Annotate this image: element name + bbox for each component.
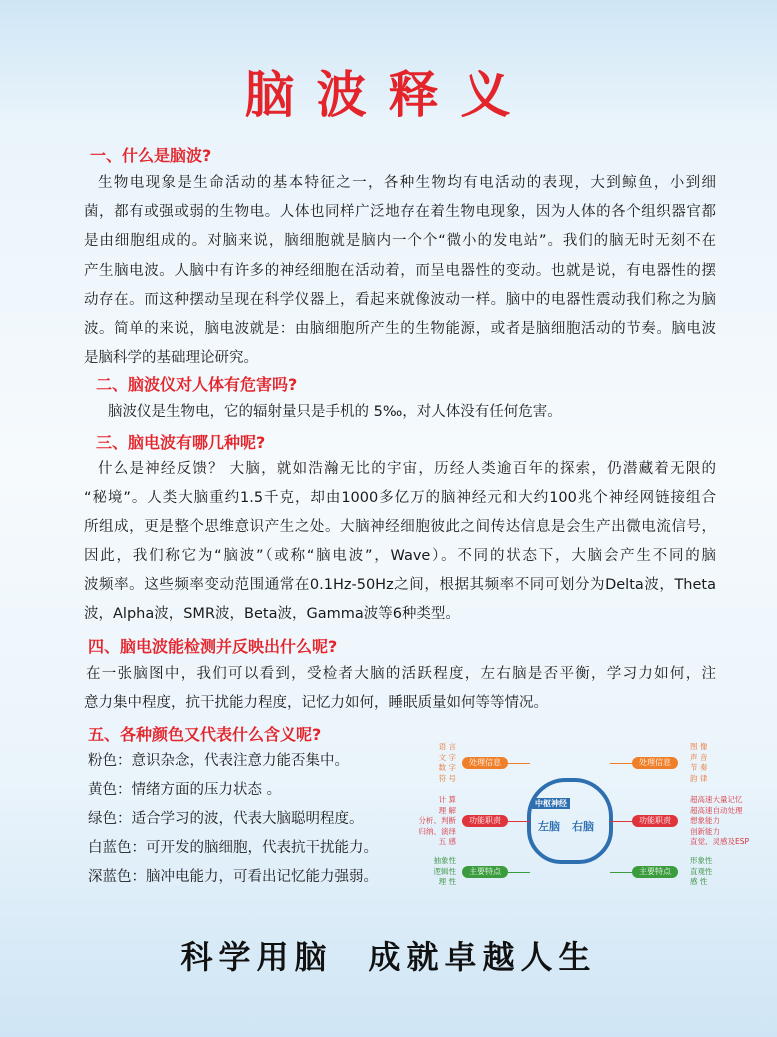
left-brain-label: 左脑 [538, 820, 560, 833]
slogan [0, 932, 777, 978]
right-process-box: 处理信息 [632, 757, 678, 769]
paragraph-line: 波频率。这些频率变动范围通常在0.1Hz-50Hz之间，根据其频率不同可划分为Delta波，Theta [84, 577, 716, 593]
diagram-item: 语 言 [438, 742, 456, 751]
diagram-item: 创新能力 [690, 826, 720, 836]
paragraph-line: 因此，我们称它为“脑波”（或称“脑电波”，Wave）。不同的状态下，大脑会产生不同的脑 [84, 548, 716, 564]
left-process-box: 处理信息 [462, 757, 508, 769]
paragraph-line: 在一张脑图中，我们可以看到，受检者大脑的活跃程度，左右脑是否平衡，学习力如何，注 [86, 666, 716, 682]
diagram-item: 超高速大量记忆 [690, 795, 743, 804]
connector-line [610, 821, 632, 822]
connector-line [610, 763, 632, 764]
connector-line [508, 872, 530, 873]
right-brain-label: 右脑 [572, 820, 594, 833]
paragraph-line: 是由细胞组成的。对脑来说，脑细胞就是脑内一个个“微小的发电站”。我们的脑无时无刻不在 [84, 233, 716, 250]
paragraph-line: 产生脑电波。人脑中有许多的神经细胞在活动着，而呈电器性的变动。也就是说，有电器性的摆 [84, 262, 716, 279]
paragraph-line: 波，Alpha波，SMR波，Beta波，Gamma波等6种类型。 [84, 606, 460, 622]
diagram-item: 理 性 [438, 877, 456, 886]
diagram-item: 节 奏 [690, 763, 708, 772]
page-title: 脑波释义 [244, 65, 533, 124]
diagram-item: 逻辑性 [433, 866, 456, 876]
connector-line [508, 763, 530, 764]
diagram-item: 符 号 [438, 773, 456, 783]
diagram-item: 形象性 [690, 856, 713, 865]
paragraph-line: 生物电现象是生命活动的基本特征之一，各种生物均有电活动的表现，大到鲸鱼，小到细 [98, 175, 716, 191]
color-meaning-item: 黄色：情绪方面的压力状态 。 [88, 782, 282, 798]
slogan-part-1: 科学用脑 [180, 938, 333, 976]
section-heading: 五、各种颜色又代表什么含义呢? [88, 725, 322, 744]
center-label: 中枢神经 [532, 798, 570, 809]
color-meaning-item: 绿色：适合学习的波，代表大脑聪明程度。 [88, 811, 364, 827]
color-meaning-item: 深蓝色：脑冲电能力，可看出记忆能力强弱。 [88, 869, 378, 885]
brain-diagram [410, 740, 770, 900]
color-meaning-item: 粉色：意识杂念，代表注意力能否集中。 [88, 753, 349, 769]
diagram-item: 超高速自动处理 [690, 805, 743, 815]
diagram-item: 图 像 [690, 742, 708, 751]
paragraph-line: 意力集中程度，抗干扰能力程度，记忆力如何，睡眠质量如何等等情况。 [84, 695, 548, 711]
slogan-part-2: 成就卓越人生 [368, 938, 597, 976]
diagram-item: 五 感 [438, 837, 456, 846]
diagram-item: 想象能力 [690, 816, 720, 825]
diagram-item: 计 算 [438, 795, 456, 804]
right-feature-box: 主要特点 [632, 866, 678, 878]
diagram-item: 直觉、灵感及ESP [690, 837, 750, 846]
paragraph-line: 脑波仪是生物电，它的辐射量只是手机的 5‰，对人体没有任何危害。 [108, 404, 562, 420]
paragraph-line: 是脑科学的基础理论研究。 [84, 350, 258, 367]
paragraph-line: 菌，都有或强或弱的生物电。人体也同样广泛地存在着生物电现象，因为人体的各个组织器官都 [84, 204, 716, 221]
section-heading: 三、脑电波有哪几种呢? [96, 433, 266, 452]
diagram-item: 感 性 [690, 877, 708, 886]
paragraph-line: 波。简单的来说，脑电波就是：由脑细胞所产生的生物能源，或者是脑细胞活动的节奏。脑电波 [84, 321, 716, 337]
paragraph-line: 所组成，更是整个思维意识产生之处。大脑神经细胞彼此之间传达信息是会生产出微电流信号， [84, 519, 716, 535]
section-heading: 二、脑波仪对人体有危害吗? [96, 375, 298, 394]
diagram-item: 抽象性 [433, 856, 456, 865]
diagram-item: 声 音 [690, 752, 708, 762]
diagram-item: 数 字 [438, 763, 456, 772]
left-function-box: 功能职责 [462, 815, 508, 827]
diagram-item: 直观性 [690, 866, 713, 876]
connector-line [508, 821, 530, 822]
diagram-item: 理 解 [438, 805, 456, 815]
left-feature-box: 主要特点 [462, 866, 508, 878]
paragraph-line: “秘境”。人类大脑重约1.5千克，却由1000多亿万的脑神经元和大约100兆个神经网链接组合 [84, 490, 716, 506]
section-heading: 一、什么是脑波? [90, 146, 212, 165]
diagram-item: 文 字 [438, 752, 456, 762]
paragraph-line: 动存在。而这种摆动呈现在科学仪器上，看起来就像波动一样。脑中的电器性震动我们称之为脑 [84, 291, 716, 308]
color-meaning-item: 白蓝色：可开发的脑细胞，代表抗干扰能力。 [88, 840, 378, 856]
connector-line [610, 872, 632, 873]
paragraph-line: 什么是神经反馈？ 大脑，就如浩瀚无比的宇宙，历经人类逾百年的探索，仍潜藏着无限的 [98, 461, 716, 477]
diagram-item: 韵 律 [690, 773, 708, 783]
diagram-item: 分析、判断 [418, 816, 456, 825]
right-function-box: 功能职责 [632, 815, 678, 827]
diagram-item: 归纳、演绎 [418, 826, 456, 836]
section-heading: 四、脑电波能检测并反映出什么呢? [88, 637, 338, 656]
